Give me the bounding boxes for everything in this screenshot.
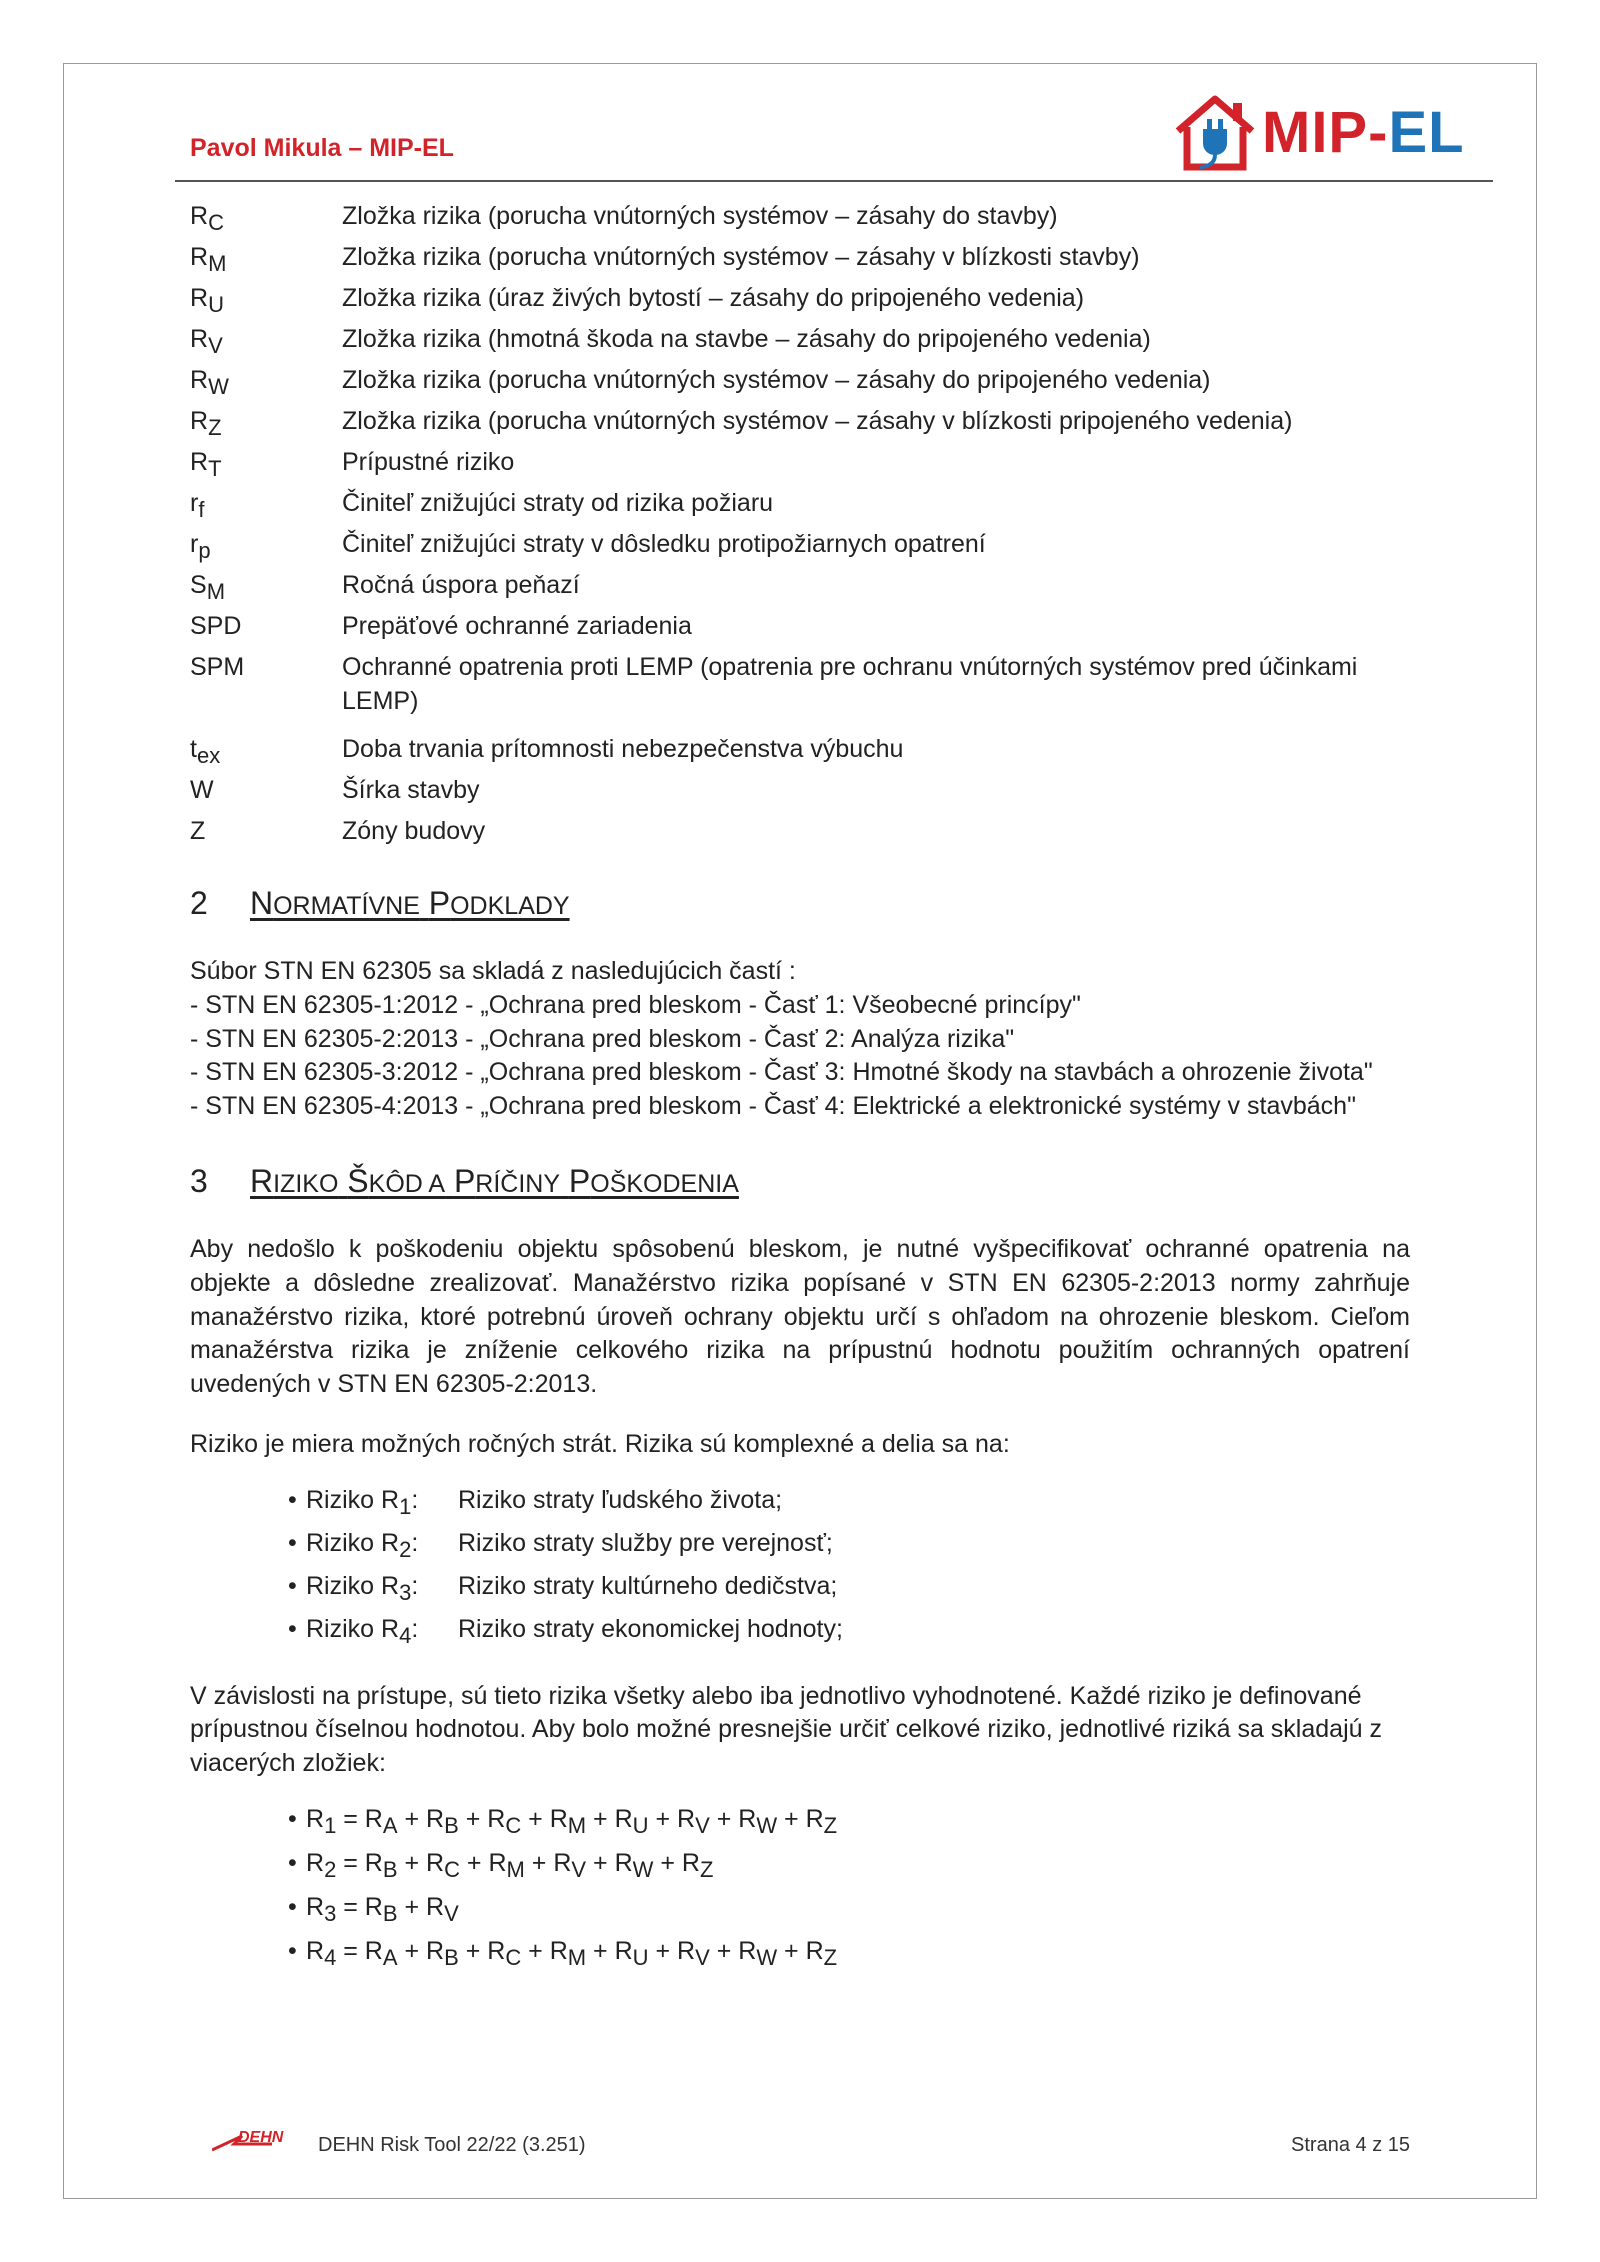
symbol: $R_V$ (190, 325, 223, 358)
section-2-heading: 2 NORMATÍVNE PODKLADY (190, 885, 570, 921)
symbol: $R_W$ (190, 366, 229, 399)
risk-item: • Riziko $R_4$: Riziko straty ekonomickej hodnoty; (288, 1614, 843, 1648)
risk-formula: • $R_2 = R_B + R_C + R_M + R_V + R_W + R_Z$ (288, 1848, 714, 1882)
symbol-description: Činiteľ znižujúci straty od rizika požiaru (342, 489, 774, 517)
standards-list (190, 955, 1410, 1124)
symbol-description: Prípustné riziko (342, 448, 515, 476)
section-3-heading: 3 RIZIKO ŠKÔD A PRÍČINY POŠKODENIA (190, 1162, 739, 1199)
symbol-description: Ročná úspora peňazí (342, 571, 580, 599)
logo-wordmark: MIP-EL (1262, 100, 1465, 165)
risk-components-paragraph: V závislosti na prístupe, sú tieto rizika všetky alebo iba jednotlivo vyhodnotené. Každé riziko je definované prípustnou číselnou hodnotou. Aby bolo možné presnejšie určiť celkové riziko, jednotlivé riziká sa skladajú z viacerých zložiek: (190, 1681, 1382, 1778)
symbol-description: Zložka rizika (hmotná škoda na stavbe – zásahy do pripojeného vedenia) (342, 325, 1151, 353)
symbol: $r_p$ (190, 530, 211, 563)
symbol-row (190, 815, 1410, 856)
header-divider (175, 180, 1493, 182)
header-title: Pavol Mikula – MIP-EL (190, 134, 454, 162)
symbol: $R_U$ (190, 284, 224, 317)
symbol-row (190, 487, 1410, 528)
risk-item: • Riziko $R_3$: Riziko straty kultúrneho dedičstva; (288, 1571, 838, 1605)
main-content (190, 200, 1410, 1979)
symbol-row (190, 241, 1410, 282)
symbol-row (190, 200, 1410, 241)
footer-page-number: Strana 4 z 15 (1291, 2134, 1410, 2156)
symbol-description: Zložka rizika (porucha vnútorných systémov – zásahy v blízkosti stavby) (342, 243, 1140, 271)
symbol: $S_M$ (190, 571, 226, 604)
symbol-row (190, 282, 1410, 323)
standard-item: - STN EN 62305-1:2012 - „Ochrana pred bleskom - Časť 1: Všeobecné princípy" (190, 990, 1081, 1019)
symbol-description: Zóny budovy (342, 817, 486, 845)
standard-item: - STN EN 62305-2:2013 - „Ochrana pred bleskom - Časť 2: Analýza rizika" (190, 1024, 1015, 1053)
symbol-row (190, 405, 1410, 446)
symbol: W (190, 776, 214, 804)
symbol-row (190, 610, 1410, 651)
symbol-description: Zložka rizika (úraz živých bytostí – zásahy do pripojeného vedenia) (342, 284, 1085, 312)
symbol: SPM (190, 653, 245, 681)
risk-formula: • $R_4 = R_A + R_B + R_C + R_M + R_U + R_V + R_W + R_Z$ (288, 1936, 838, 1970)
symbol-description: Prepäťové ochranné zariadenia (342, 612, 692, 640)
risk-formula-list (190, 1803, 1410, 1979)
symbol-row (190, 651, 1410, 733)
risk-formula: • $R_3 = R_B + R_V$ (288, 1892, 459, 1926)
dehn-logo (212, 2128, 310, 2158)
symbol-description: Zložka rizika (porucha vnútorných systémov – zásahy do stavby) (342, 202, 1058, 230)
symbol: $t_{ex}$ (190, 735, 221, 768)
symbol-row (190, 774, 1410, 815)
symbol-row (190, 446, 1410, 487)
risk-types-list (190, 1484, 1410, 1656)
symbol-description: Zložka rizika (porucha vnútorných systémov – zásahy do pripojeného vedenia) (342, 366, 1211, 394)
symbol-row (190, 323, 1410, 364)
symbol: $R_Z$ (190, 407, 222, 440)
symbol-row (190, 569, 1410, 610)
symbol-row (190, 733, 1410, 774)
symbol: Z (190, 817, 206, 845)
symbol-description: Zložka rizika (porucha vnútorných systémov – zásahy v blízkosti pripojeného vedenia) (342, 407, 1293, 435)
svg-text:DEHN: DEHN (238, 2129, 284, 2146)
house-plug-icon (1170, 93, 1260, 173)
risk-item: • Riziko $R_2$: Riziko straty služby pre verejnosť; (288, 1528, 833, 1562)
symbol: $R_T$ (190, 448, 222, 481)
risk-item: • Riziko $R_1$: Riziko straty ľudského života; (288, 1485, 783, 1519)
symbol-description: Šírka stavby (342, 776, 480, 804)
standards-intro: Súbor STN EN 62305 sa skladá z nasledujúcich častí : (190, 957, 796, 986)
symbol: SPD (190, 612, 242, 640)
footer-tool-name: DEHN Risk Tool 22/22 (3.251) (318, 2134, 586, 2156)
symbol-row (190, 364, 1410, 405)
standard-item: - STN EN 62305-4:2013 - „Ochrana pred bleskom - Časť 4: Elektrické a elektronické systémy v stavbách" (190, 1092, 1356, 1121)
symbol: $R_M$ (190, 243, 227, 276)
symbol-description: Činiteľ znižujúci straty v dôsledku protipožiarnych opatrení (342, 530, 986, 558)
risk-formula: • $R_1 = R_A + R_B + R_C + R_M + R_U + R_V + R_W + R_Z$ (288, 1804, 838, 1838)
symbol: $R_C$ (190, 202, 224, 235)
standard-item: - STN EN 62305-3:2012 - „Ochrana pred bleskom - Časť 3: Hmotné škody na stavbách a ohrozenie života" (190, 1058, 1373, 1087)
symbol-description: Doba trvania prítomnosti nebezpečenstva výbuchu (342, 735, 904, 763)
symbol-description: Ochranné opatrenia proti LEMP (opatrenia pre ochranu vnútorných systémov pred účinkami LEMP) (342, 653, 1358, 715)
symbol: $r_f$ (190, 489, 205, 522)
risk-definition-paragraph: Riziko je miera možných ročných strát. Rizika sú komplexné a delia sa na: (190, 1429, 1010, 1458)
risk-management-paragraph: Aby nedošlo k poškodeniu objektu spôsobenú bleskom, je nutné vyšpecifikovať ochranné opatrenia na objekte a dôsledne zrealizovať. Manažérstvo rizika popísané v STN EN 62305-2:2013 normy zahrňuje manažérstvo rizika, ktoré potrebnú úroveň ochrany objektu určí s ohľadom na ohrozenie bleskom. Cieľom manažérstva rizika je zníženie celkového rizika na prípustnú hodnotu použitím ochranných opatrení uvedených v STN EN 62305-2:2013. (190, 1235, 1410, 1399)
symbol-list (190, 200, 1410, 856)
mip-el-logo (1170, 93, 1480, 173)
symbol-row (190, 528, 1410, 569)
